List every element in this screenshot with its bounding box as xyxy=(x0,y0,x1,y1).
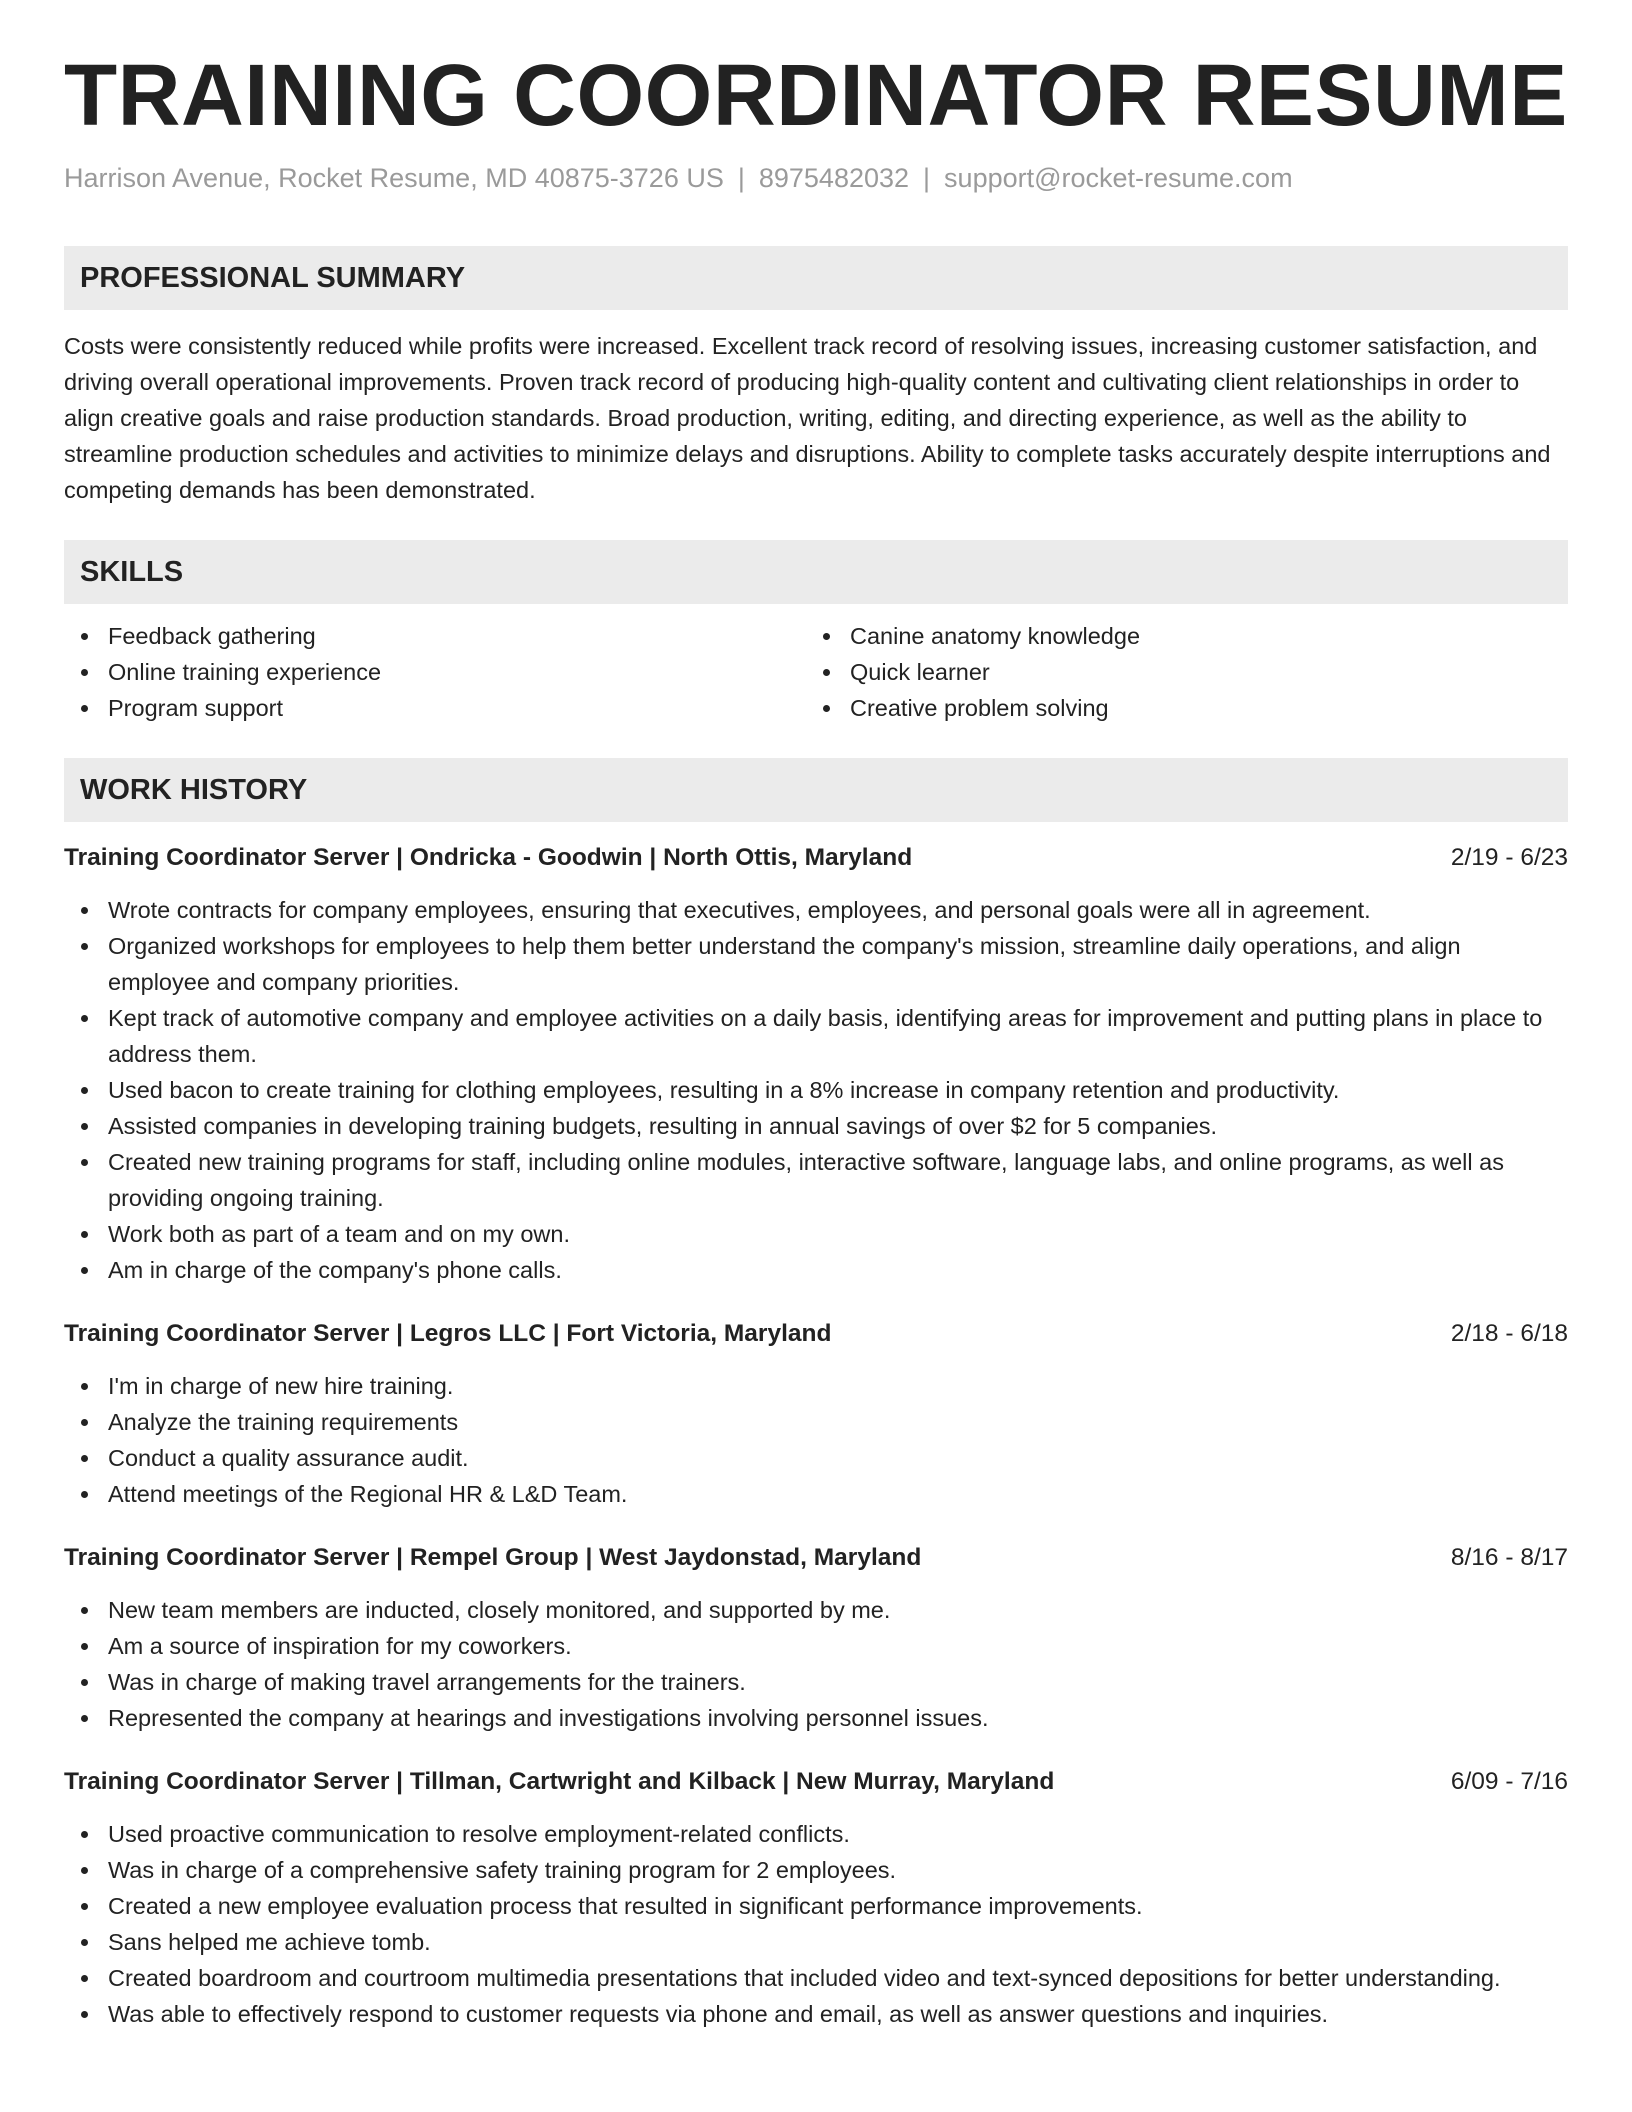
job-entry xyxy=(64,1540,1568,1736)
job-bullet: Wrote contracts for company employees, ensuring that executives, employees, and personal goals were all in agreement. xyxy=(64,892,1568,928)
job-title: Training Coordinator Server | Rempel Group | West Jaydonstad, Maryland xyxy=(64,1544,922,1571)
job-bullet: Attend meetings of the Regional HR & L&D Team. xyxy=(64,1476,1568,1512)
job-dates: 2/18 - 6/18 xyxy=(1450,1320,1568,1347)
skill-item: Feedback gathering xyxy=(64,618,806,654)
job-bullet: Created boardroom and courtroom multimedia presentations that included video and text-synced depositions for better understanding. xyxy=(64,1960,1568,1996)
job-header xyxy=(64,1764,1568,1800)
job-header xyxy=(64,1540,1568,1576)
contact-email: support@rocket-resume.com xyxy=(944,163,1293,193)
job-bullet: Organized workshops for employees to help them better understand the company's mission, streamline daily operations, and align employee and company priorities. xyxy=(64,928,1568,1000)
job-bullet: Kept track of automotive company and employee activities on a daily basis, identifying areas for improvement and putting plans in place to address them. xyxy=(64,1000,1568,1072)
skills-column-right xyxy=(806,618,1548,726)
contact-address: Harrison Avenue, Rocket Resume, MD 40875-3726 US xyxy=(64,163,724,193)
job-bullet: Sans helped me achieve tomb. xyxy=(64,1924,1568,1960)
section-heading-summary: PROFESSIONAL SUMMARY xyxy=(64,246,1568,310)
contact-separator: | xyxy=(737,163,745,193)
job-title: Training Coordinator Server | Tillman, Cartwright and Kilback | New Murray, Maryland xyxy=(64,1768,1055,1795)
skills-grid xyxy=(64,618,1568,726)
job-bullet: Am a source of inspiration for my coworkers. xyxy=(64,1628,1568,1664)
job-bullet: Created a new employee evaluation process that resulted in significant performance improvements. xyxy=(64,1888,1568,1924)
job-title: Training Coordinator Server | Legros LLC | Fort Victoria, Maryland xyxy=(64,1320,832,1347)
job-bullet: Assisted companies in developing training budgets, resulting in annual savings of over $2 for 5 companies. xyxy=(64,1108,1568,1144)
job-dates: 2/19 - 6/23 xyxy=(1450,844,1568,871)
contact-phone: 8975482032 xyxy=(758,163,910,193)
skill-item: Quick learner xyxy=(806,654,1548,690)
skill-item: Online training experience xyxy=(64,654,806,690)
job-bullet: Conduct a quality assurance audit. xyxy=(64,1440,1568,1476)
job-header xyxy=(64,1316,1568,1352)
skill-item: Program support xyxy=(64,690,806,726)
job-entry xyxy=(64,840,1568,1288)
job-bullets xyxy=(64,1368,1568,1512)
resume-title: TRAINING COORDINATOR RESUME xyxy=(64,47,1568,144)
job-bullet: Represented the company at hearings and investigations involving personnel issues. xyxy=(64,1700,1568,1736)
job-bullet: Created new training programs for staff, including online modules, interactive software, language labs, and online programs, as well as providing ongoing training. xyxy=(64,1144,1568,1216)
resume-page xyxy=(64,0,1568,2032)
section-heading-work-history: WORK HISTORY xyxy=(64,758,1568,822)
skills-column-left xyxy=(64,618,806,726)
job-bullet: I'm in charge of new hire training. xyxy=(64,1368,1568,1404)
job-bullet: Was able to effectively respond to customer requests via phone and email, as well as answer questions and inquiries. xyxy=(64,1996,1568,2032)
skill-item: Creative problem solving xyxy=(806,690,1548,726)
job-bullets xyxy=(64,1816,1568,2032)
job-dates: 8/16 - 8/17 xyxy=(1450,1544,1568,1571)
job-bullet: New team members are inducted, closely monitored, and supported by me. xyxy=(64,1592,1568,1628)
job-dates: 6/09 - 7/16 xyxy=(1450,1768,1568,1795)
job-bullet: Was in charge of a comprehensive safety training program for 2 employees. xyxy=(64,1852,1568,1888)
job-title: Training Coordinator Server | Ondricka - Goodwin | North Ottis, Maryland xyxy=(64,844,913,871)
summary-paragraph: Costs were consistently reduced while profits were increased. Excellent track record of resolving issues, increasing customer satisfaction, and driving overall operational improvements. Proven track record of producing high-quality content and cultivating client relationships in order to align creative goals and raise production standards. Broad production, writing, editing, and directing experience, as well as the ability to streamline production schedules and activities to minimize delays and disruptions. Ability to complete tasks accurately despite interruptions and competing demands has been demonstrated. xyxy=(64,333,1551,503)
job-bullets xyxy=(64,1592,1568,1736)
skill-item: Canine anatomy knowledge xyxy=(806,618,1548,654)
job-bullet: Work both as part of a team and on my own. xyxy=(64,1216,1568,1252)
job-header xyxy=(64,840,1568,876)
job-bullet: Am in charge of the company's phone calls. xyxy=(64,1252,1568,1288)
job-bullet: Used bacon to create training for clothing employees, resulting in a 8% increase in company retention and productivity. xyxy=(64,1072,1568,1108)
job-bullet: Used proactive communication to resolve employment-related conflicts. xyxy=(64,1816,1568,1852)
section-heading-skills: SKILLS xyxy=(64,540,1568,604)
job-entry xyxy=(64,1764,1568,2032)
job-bullet: Was in charge of making travel arrangements for the trainers. xyxy=(64,1664,1568,1700)
job-bullets xyxy=(64,892,1568,1288)
contact-separator: | xyxy=(923,163,931,193)
job-entry xyxy=(64,1316,1568,1512)
contact-line xyxy=(64,162,1568,194)
job-bullet: Analyze the training requirements xyxy=(64,1404,1568,1440)
